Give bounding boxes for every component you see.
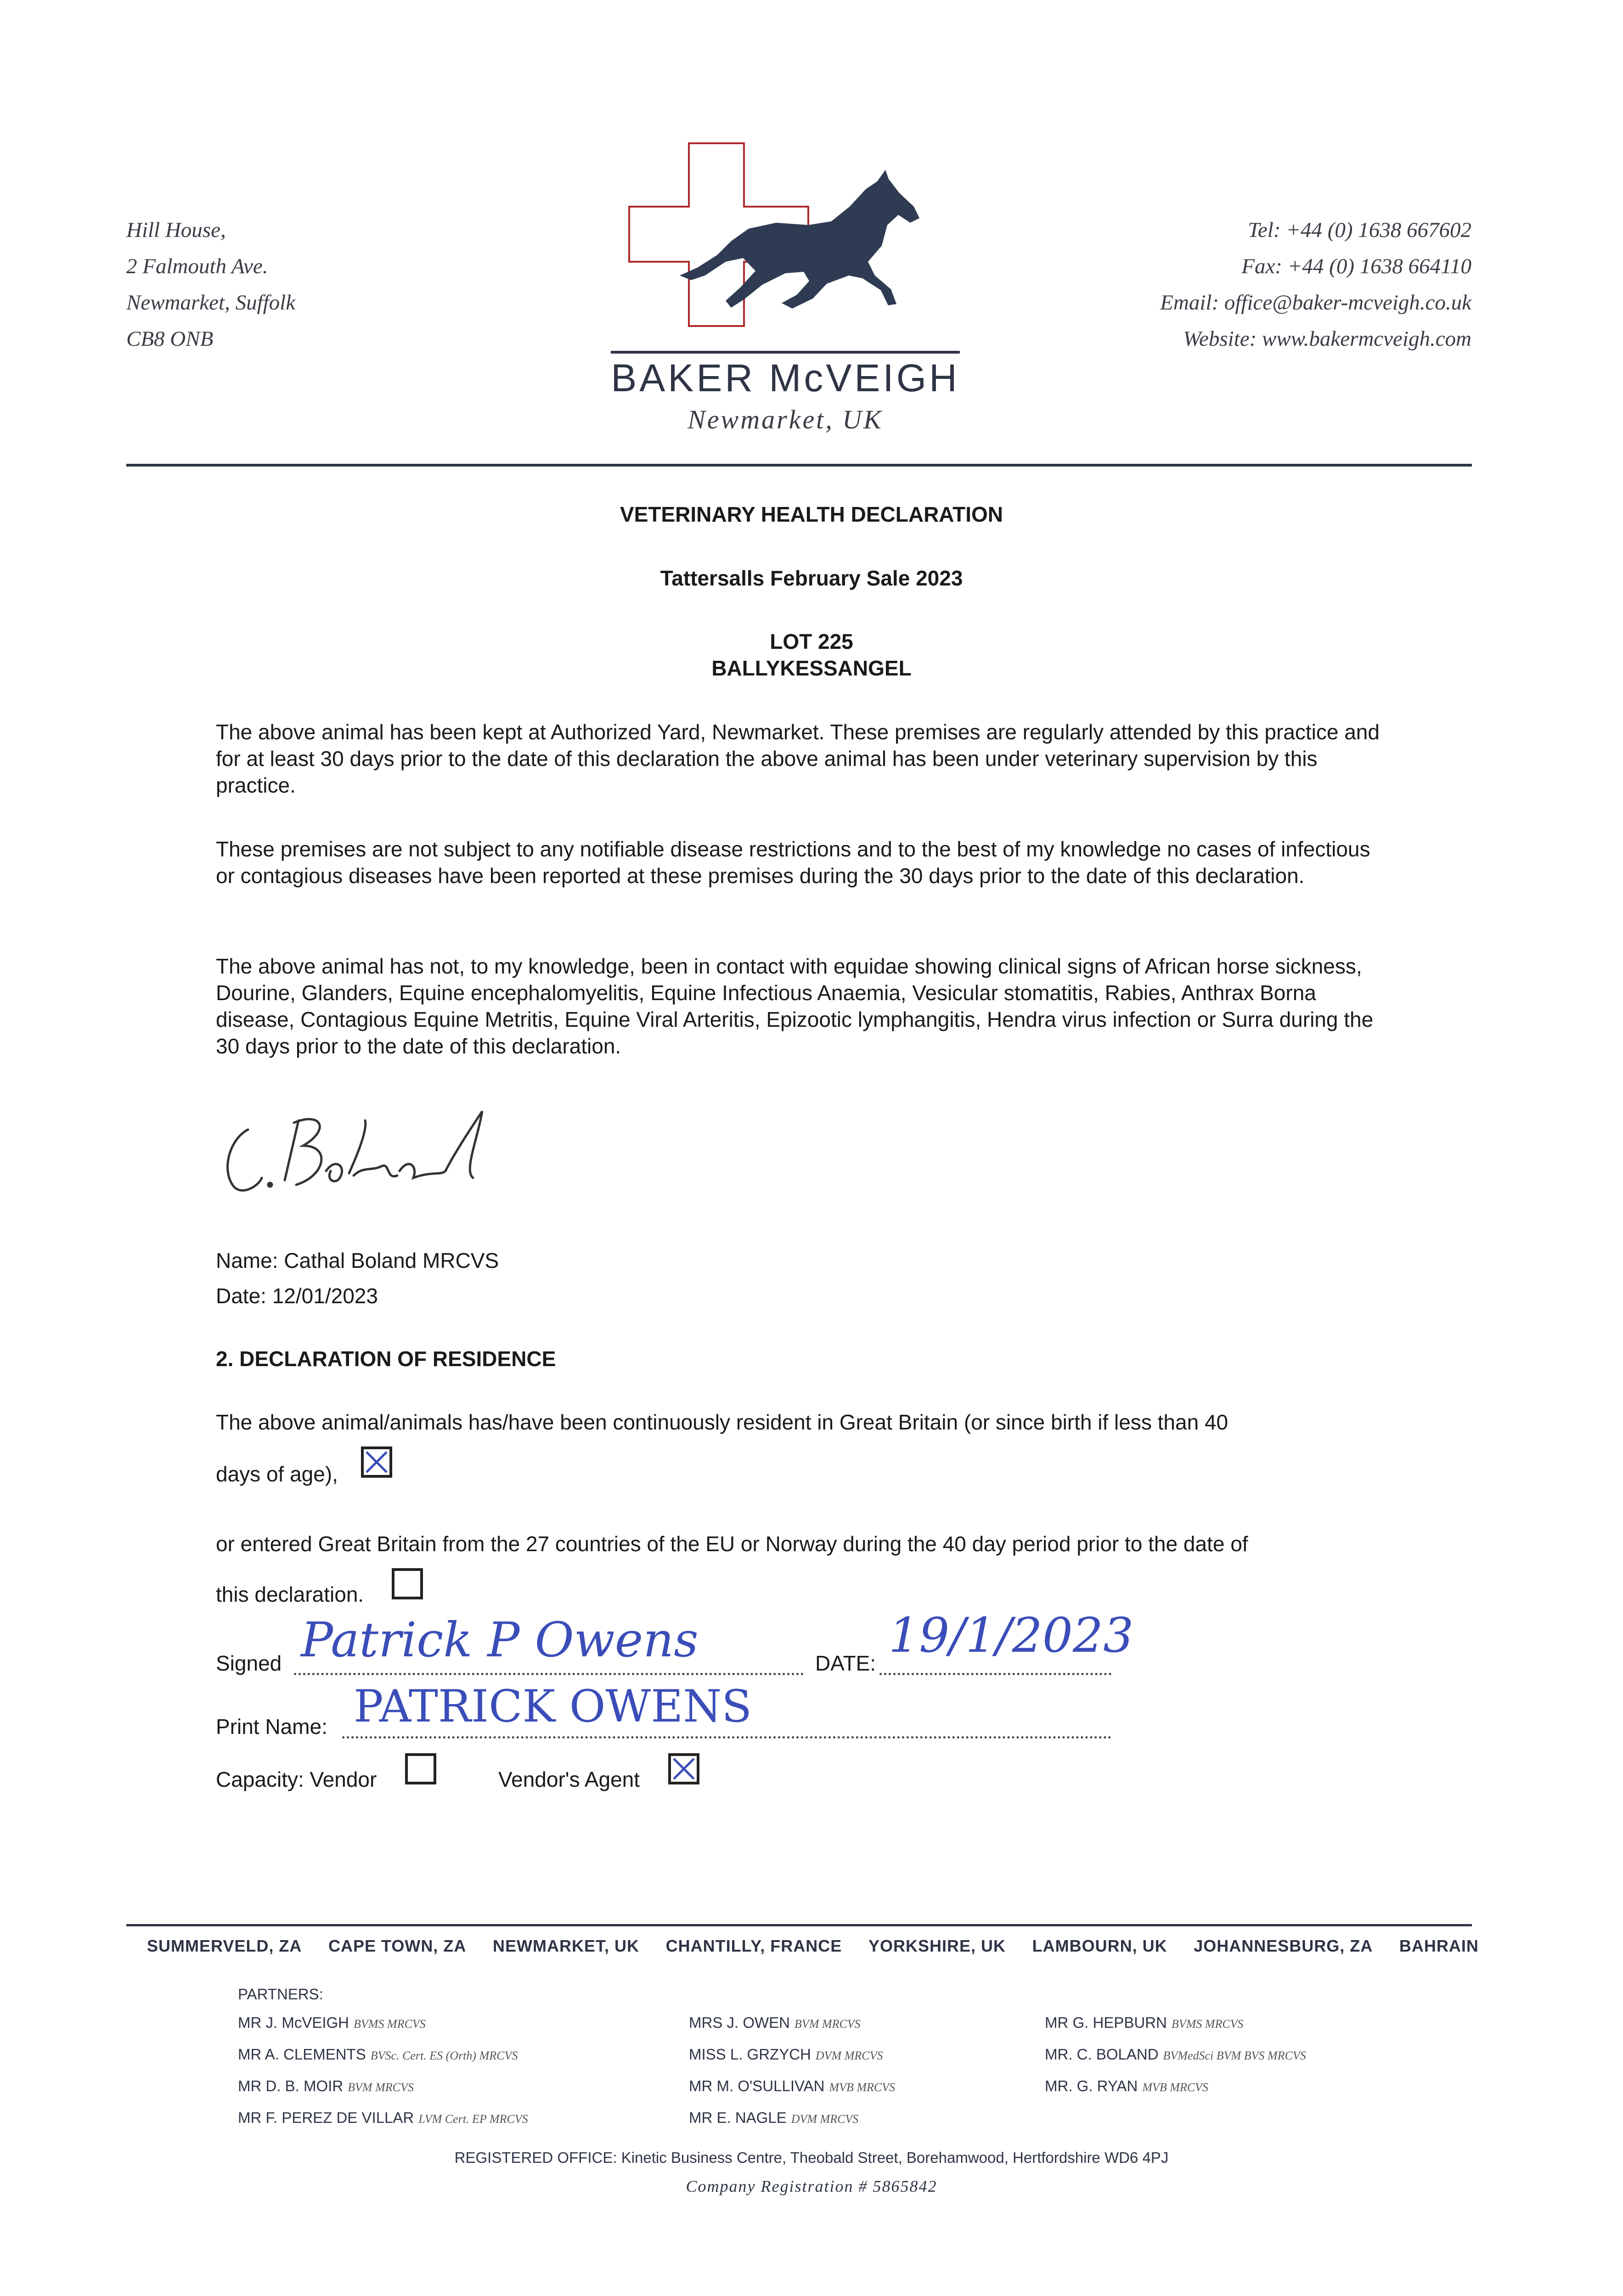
partner-name: MR. C. BOLAND <box>1045 2046 1159 2063</box>
brand-name: BAKER McVEIGH <box>611 356 960 400</box>
check-x-icon <box>364 1449 389 1475</box>
header-divider <box>126 464 1472 467</box>
partner-name: MR D. B. MOIR <box>238 2077 344 2094</box>
partner-qualification: BVM MRCVS <box>795 2017 861 2031</box>
partner-entry <box>1045 2008 1306 2039</box>
fax-line: Fax: +44 (0) 1638 664110 <box>1241 254 1471 278</box>
address-line: CB8 ONB <box>126 327 214 351</box>
company-registration: Company Registration # 5865842 <box>686 2177 937 2195</box>
office-locations <box>147 1936 1479 1956</box>
partner-entry <box>238 2039 528 2071</box>
partner-entry <box>689 2103 895 2134</box>
check-x-icon <box>671 1756 697 1782</box>
partners-column-1 <box>238 2008 528 2134</box>
paragraph-premises: The above animal has been kept at Authorized Yard, Newmarket. These premises are regularly attended by this practice and for at least 30 days prior to the date of this declaration the above animal has been under veterinary supervision by this practice. <box>216 720 1380 797</box>
partner-qualification: MVB MRCVS <box>829 2081 896 2094</box>
registered-office: REGISTERED OFFICE: Kinetic Business Centre, Theobald Street, Borehamwood, Hertfordshire WD6 4PJ <box>454 2149 1169 2166</box>
date-line <box>879 1673 1111 1675</box>
partner-name: MISS L. GRZYCH <box>689 2046 811 2063</box>
horse-and-cross-logo <box>611 138 960 358</box>
website-line: Website: www.bakermcveigh.com <box>1183 327 1471 351</box>
partners-column-2 <box>689 2008 895 2134</box>
declaration-date: Date: 12/01/2023 <box>216 1284 378 1308</box>
residence-option2-text-end: this declaration. <box>216 1582 364 1606</box>
horse-name: BALLYKESSANGEL <box>711 656 912 680</box>
partner-entry <box>689 2008 895 2039</box>
vendor-agent-checkbox[interactable] <box>668 1753 699 1784</box>
print-name-line <box>342 1736 1111 1739</box>
office-location: CHANTILLY, FRANCE <box>665 1936 842 1955</box>
partners-column-3 <box>1045 2008 1306 2103</box>
partner-qualification: DVM MRCVS <box>815 2049 883 2062</box>
email-line: Email: office@baker-mcveigh.co.uk <box>1160 291 1471 315</box>
office-location: YORKSHIRE, UK <box>868 1936 1006 1955</box>
vendor-agent-label: Vendor's Agent <box>498 1767 640 1791</box>
address-block <box>126 212 295 357</box>
partners-label: PARTNERS: <box>238 1986 323 2003</box>
brand-location: Newmarket, UK <box>688 405 883 434</box>
vendor-checkbox[interactable] <box>405 1753 436 1784</box>
phone-line: Tel: +44 (0) 1638 667602 <box>1248 218 1471 242</box>
office-location: CAPE TOWN, ZA <box>328 1936 467 1955</box>
print-name-value[interactable]: PATRICK OWENS <box>354 1681 752 1732</box>
partner-qualification: DVM MRCVS <box>791 2112 859 2126</box>
galloping-horse-icon <box>680 170 919 309</box>
address-line: Hill House, <box>126 218 226 242</box>
residence-option1-text-end: days of age), <box>216 1462 338 1486</box>
eu-entry-checkbox[interactable] <box>392 1568 423 1599</box>
partner-qualification: BVMS MRCVS <box>1171 2017 1244 2031</box>
partner-qualification: MVB MRCVS <box>1142 2081 1208 2094</box>
office-location: BAHRAIN <box>1399 1936 1479 1955</box>
partner-name: MR F. PEREZ DE VILLAR <box>238 2109 414 2126</box>
office-location: LAMBOURN, UK <box>1032 1936 1167 1955</box>
partner-qualification: BVMS MRCVS <box>354 2017 426 2031</box>
office-location: SUMMERVELD, ZA <box>147 1936 302 1955</box>
agent-signature[interactable]: Patrick P Owens <box>301 1612 699 1668</box>
partner-entry <box>238 2008 528 2039</box>
partner-qualification: BVSc. Cert. ES (Orth) MRCVS <box>370 2049 518 2062</box>
partner-entry <box>689 2071 895 2103</box>
residence-heading: 2. DECLARATION OF RESIDENCE <box>216 1347 556 1371</box>
paragraph-contact: The above animal has not, to my knowledge, been in contact with equidae showing clinical signs of African horse sickness, Dourine, Glanders, Equine encephalomyelitis, Equine Infectious Anaemia, Vesicular stomatitis, Rabies, Anthrax Borna disease, Contagious Equine Metritis, Equine Viral Arteritis, Epizootic lymphangitis, Hendra virus infection or Surra during the 30 days prior to the date of this declaration. <box>216 954 1374 1058</box>
partner-name: MR M. O'SULLIVAN <box>689 2077 825 2094</box>
partner-entry <box>238 2071 528 2103</box>
partner-qualification: BVMedSci BVM BVS MRCVS <box>1163 2049 1306 2062</box>
contact-block <box>1160 212 1471 357</box>
partner-entry <box>689 2039 895 2071</box>
sale-name: Tattersalls February Sale 2023 <box>660 566 963 590</box>
partner-name: MR J. McVEIGH <box>238 2014 349 2031</box>
document-title: VETERINARY HEALTH DECLARATION <box>620 502 1003 526</box>
partner-name: MR E. NAGLE <box>689 2109 787 2126</box>
date-label: DATE: <box>815 1651 876 1675</box>
residence-option2-text: or entered Great Britain from the 27 countries of the EU or Norway during the 40 day period prior to the date of <box>216 1532 1248 1556</box>
partner-entry <box>1045 2071 1306 2103</box>
footer-divider <box>126 1924 1472 1926</box>
office-location: NEWMARKET, UK <box>492 1936 639 1955</box>
partner-name: MR G. HEPBURN <box>1045 2014 1167 2031</box>
print-name-label: Print Name: <box>216 1715 327 1739</box>
partner-name: MR. G. RYAN <box>1045 2077 1138 2094</box>
office-location: JOHANNESBURG, ZA <box>1194 1936 1373 1955</box>
capacity-label: Capacity: Vendor <box>216 1767 377 1791</box>
lot-number: LOT 225 <box>770 630 853 653</box>
partner-entry <box>238 2103 528 2134</box>
residence-option1-text: The above animal/animals has/have been continuously resident in Great Britain (or since birth if less than 40 <box>216 1410 1229 1434</box>
signature-line <box>294 1673 804 1675</box>
address-line: 2 Falmouth Ave. <box>126 254 268 278</box>
partner-qualification: LVM Cert. EP MRCVS <box>418 2112 528 2126</box>
partner-qualification: BVM MRCVS <box>348 2081 414 2094</box>
partner-entry <box>1045 2039 1306 2071</box>
signed-label: Signed <box>216 1651 282 1675</box>
partner-name: MR A. CLEMENTS <box>238 2046 366 2063</box>
address-line: Newmarket, Suffolk <box>126 291 296 315</box>
paragraph-restrictions: These premises are not subject to any notifiable disease restrictions and to the best of my knowledge no cases of infectious or contagious diseases have been reported at these premises during the 30 days prior to the date of this declaration. <box>216 837 1370 888</box>
vet-signature <box>216 1102 528 1208</box>
gb-resident-checkbox[interactable] <box>361 1446 392 1478</box>
partner-name: MRS J. OWEN <box>689 2014 790 2031</box>
vet-name: Name: Cathal Boland MRCVS <box>216 1249 499 1272</box>
signed-date[interactable]: 19/1/2023 <box>889 1607 1134 1663</box>
